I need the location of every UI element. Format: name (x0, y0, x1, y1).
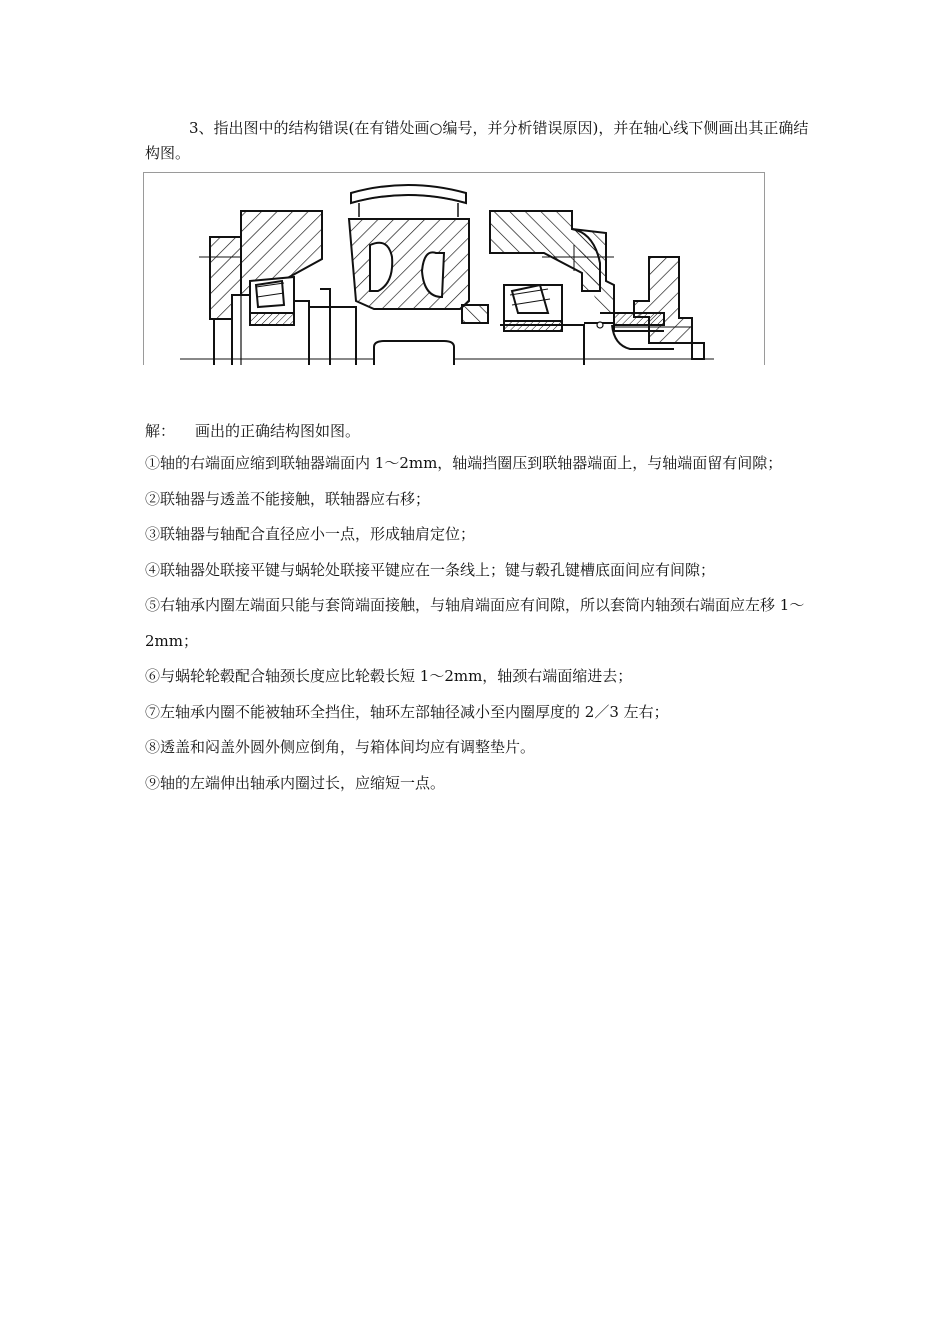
answer-label: 解： (145, 422, 176, 440)
question-text: 3、指出图中的结构错误(在有错处画○编号，并分析错误原因)，并在轴心线下侧画出其正确结构图。 (145, 119, 809, 162)
list-item: ②联轴器与透盖不能接触，联轴器应右移； (145, 489, 431, 508)
list-item: ⑦左轴承内圈不能被轴环全挡住，轴环左部轴径减小至内圈厚度的 2／3 左右； (145, 702, 669, 721)
list-item: ④联轴器处联接平键与蜗轮处联接平键应在一条线上；键与毂孔键槽底面间应有间隙； (145, 560, 716, 579)
answer-heading (145, 416, 810, 446)
list-item: ①轴的右端面应缩到联轴器端面内 1～2mm，轴端挡圈压到联轴器端面上，与轴端面留有间隙； (145, 454, 783, 472)
list-item: ⑨轴的左端伸出轴承内圈过长，应缩短一点。 (145, 773, 446, 792)
answer-intro: 画出的正确结构图如图。 (195, 422, 361, 440)
list-item: ⑧透盖和闷盖外圆外侧应倒角，与箱体间均应有调整垫片。 (145, 738, 536, 756)
answer-section (145, 416, 810, 801)
list-item: ③联轴器与轴配合直径应小一点，形成轴肩定位； (145, 525, 476, 543)
assembly-drawing-figure (143, 172, 765, 365)
list-item: ⑤右轴承内圈左端面只能与套筒端面接触，与轴肩端面应有间隙，所以套筒内轴颈右端面应左移 1～2mm； (145, 596, 805, 650)
error-analysis-list (145, 446, 810, 801)
list-item: ⑥与蜗轮轮毂配合轴颈长度应比轮毂长短 1～2mm，轴颈右端面缩进去； (145, 667, 633, 685)
shaft-assembly-drawing (144, 173, 765, 365)
